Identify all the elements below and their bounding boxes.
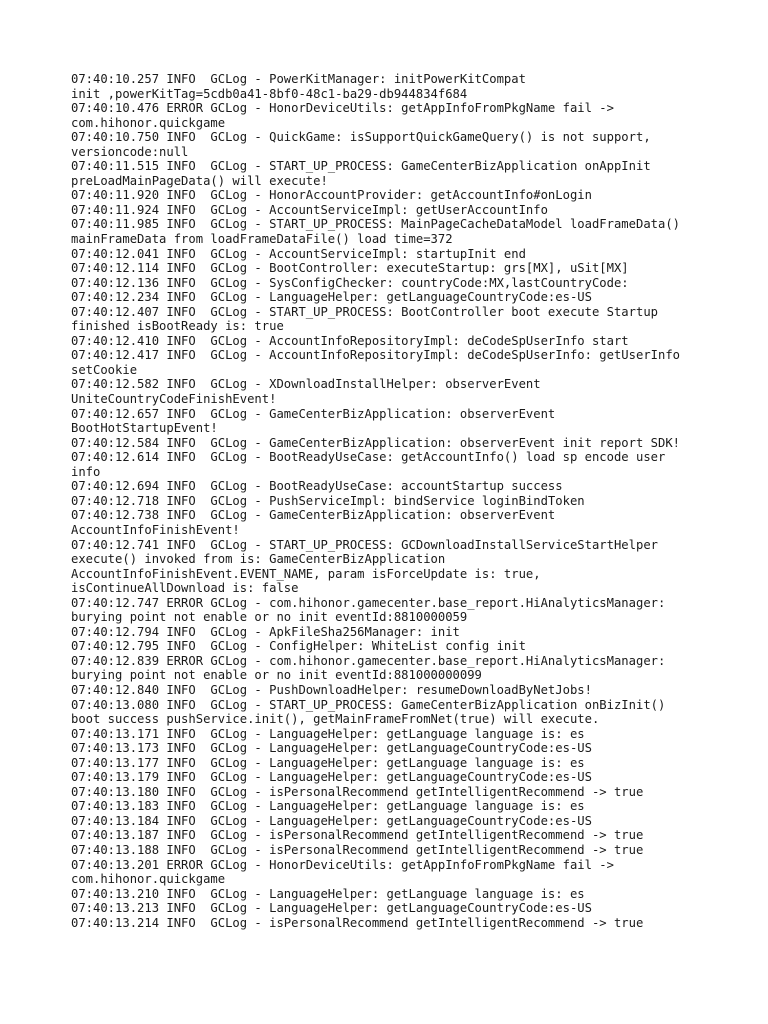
log-line: 07:40:12.840 INFO GCLog - PushDownloadHelper: resumeDownloadByNetJobs!	[71, 682, 592, 697]
log-line: 07:40:12.407 INFO GCLog - START_UP_PROCESS: BootController boot execute Startup	[71, 304, 658, 319]
log-line: 07:40:13.171 INFO GCLog - LanguageHelper: getLanguage language is: es	[71, 726, 585, 741]
log-line: 07:40:13.173 INFO GCLog - LanguageHelper: getLanguageCountryCode:es-US	[71, 741, 592, 756]
log-line: 07:40:13.213 INFO GCLog - LanguageHelper: getLanguageCountryCode:es-US	[71, 901, 592, 916]
log-line: 07:40:12.041 INFO GCLog - AccountServiceImpl: startupInit end	[71, 246, 526, 261]
log-line: com.hihonor.quickgame	[71, 115, 226, 130]
log-line: 07:40:13.177 INFO GCLog - LanguageHelper: getLanguage language is: es	[71, 755, 585, 770]
log-line: 07:40:13.183 INFO GCLog - LanguageHelper: getLanguage language is: es	[71, 799, 585, 814]
log-line: 07:40:11.924 INFO GCLog - AccountServiceImpl: getUserAccountInfo	[71, 202, 548, 217]
log-line: 07:40:13.188 INFO GCLog - isPersonalRecommend getIntelligentRecommend -> true	[71, 842, 644, 857]
log-line: 07:40:10.476 ERROR GCLog - HonorDeviceUtils: getAppInfoFromPkgName fail ->	[71, 101, 614, 116]
log-line: 07:40:12.694 INFO GCLog - BootReadyUseCase: accountStartup success	[71, 479, 563, 494]
log-line: 07:40:13.214 INFO GCLog - isPersonalRecommend getIntelligentRecommend -> true	[71, 915, 644, 930]
log-line: preLoadMainPageData() will execute!	[71, 173, 328, 188]
log-line: 07:40:12.718 INFO GCLog - PushServiceImpl: bindService loginBindToken	[71, 493, 585, 508]
log-line: 07:40:12.794 INFO GCLog - ApkFileSha256Manager: init	[71, 624, 460, 639]
log-line: 07:40:13.080 INFO GCLog - START_UP_PROCESS: GameCenterBizApplication onBizInit()	[71, 697, 666, 712]
log-line: 07:40:12.741 INFO GCLog - START_UP_PROCESS: GCDownloadInstallServiceStartHelper	[71, 537, 658, 552]
log-line: 07:40:12.136 INFO GCLog - SysConfigChecker: countryCode:MX,lastCountryCode:	[71, 275, 629, 290]
log-line: 07:40:12.614 INFO GCLog - BootReadyUseCase: getAccountInfo() load sp encode user	[71, 450, 666, 465]
log-line: burying point not enable or no init eventId:8810000059	[71, 610, 468, 625]
log-line: finished isBootReady is: true	[71, 319, 284, 334]
log-line: isContinueAllDownload is: false	[71, 581, 299, 596]
log-line: mainFrameData from loadFrameDataFile() load time=372	[71, 232, 453, 247]
log-line: 07:40:12.417 INFO GCLog - AccountInfoRepositoryImpl: deCodeSpUserInfo: getUserInfo	[71, 348, 681, 363]
log-line: 07:40:11.515 INFO GCLog - START_UP_PROCESS: GameCenterBizApplication onAppInit	[71, 159, 651, 174]
log-document	[71, 72, 761, 930]
log-line: init ,powerKitTag=5cdb0a41-8bf0-48c1-ba29-db944834f684	[71, 86, 468, 101]
log-line: 07:40:12.839 ERROR GCLog - com.hihonor.gamecenter.base_report.HiAnalyticsManager:	[71, 653, 666, 668]
log-line: 07:40:13.187 INFO GCLog - isPersonalRecommend getIntelligentRecommend -> true	[71, 828, 644, 843]
log-line: 07:40:12.582 INFO GCLog - XDownloadInstallHelper: observerEvent	[71, 377, 541, 392]
log-line: burying point not enable or no init eventId:881000000099	[71, 668, 482, 683]
log-line: AccountInfoFinishEvent!	[71, 522, 240, 537]
log-line: BootHotStartupEvent!	[71, 421, 218, 436]
log-line: 07:40:10.257 INFO GCLog - PowerKitManager: initPowerKitCompat	[71, 72, 526, 86]
log-line: 07:40:12.738 INFO GCLog - GameCenterBizApplication: observerEvent	[71, 508, 556, 523]
log-line: setCookie	[71, 362, 138, 377]
log-line: execute() invoked from is: GameCenterBizApplication	[71, 552, 446, 567]
log-line: versioncode:null	[71, 144, 189, 159]
log-line: 07:40:10.750 INFO GCLog - QuickGame: isSupportQuickGameQuery() is not support,	[71, 130, 651, 145]
log-line: UniteCountryCodeFinishEvent!	[71, 392, 277, 407]
log-line: 07:40:11.920 INFO GCLog - HonorAccountProvider: getAccountInfo#onLogin	[71, 188, 592, 203]
log-line: 07:40:12.410 INFO GCLog - AccountInfoRepositoryImpl: deCodeSpUserInfo start	[71, 333, 629, 348]
log-line: 07:40:12.234 INFO GCLog - LanguageHelper: getLanguageCountryCode:es-US	[71, 290, 592, 305]
log-line: 07:40:13.184 INFO GCLog - LanguageHelper: getLanguageCountryCode:es-US	[71, 813, 592, 828]
log-line: com.hihonor.quickgame	[71, 872, 226, 887]
log-line: info	[71, 464, 101, 479]
log-line: 07:40:13.179 INFO GCLog - LanguageHelper: getLanguageCountryCode:es-US	[71, 770, 592, 785]
log-line: 07:40:13.210 INFO GCLog - LanguageHelper: getLanguage language is: es	[71, 886, 585, 901]
log-line: 07:40:12.657 INFO GCLog - GameCenterBizApplication: observerEvent	[71, 406, 556, 421]
log-line: 07:40:12.584 INFO GCLog - GameCenterBizApplication: observerEvent init report SDK!	[71, 435, 681, 450]
log-line: boot success pushService.init(), getMainFrameFromNet(true) will execute.	[71, 712, 600, 727]
log-line: 07:40:12.795 INFO GCLog - ConfigHelper: WhiteList config init	[71, 639, 526, 654]
log-line: 07:40:12.114 INFO GCLog - BootController: executeStartup: grs[MX], uSit[MX]	[71, 261, 629, 276]
log-line: AccountInfoFinishEvent.EVENT_NAME, param isForceUpdate is: true,	[71, 566, 541, 581]
log-line: 07:40:12.747 ERROR GCLog - com.hihonor.gamecenter.base_report.HiAnalyticsManager:	[71, 595, 666, 610]
log-line: 07:40:11.985 INFO GCLog - START_UP_PROCESS: MainPageCacheDataModel loadFrameData()	[71, 217, 681, 232]
log-line: 07:40:13.180 INFO GCLog - isPersonalRecommend getIntelligentRecommend -> true	[71, 784, 644, 799]
log-line: 07:40:13.201 ERROR GCLog - HonorDeviceUtils: getAppInfoFromPkgName fail ->	[71, 857, 614, 872]
